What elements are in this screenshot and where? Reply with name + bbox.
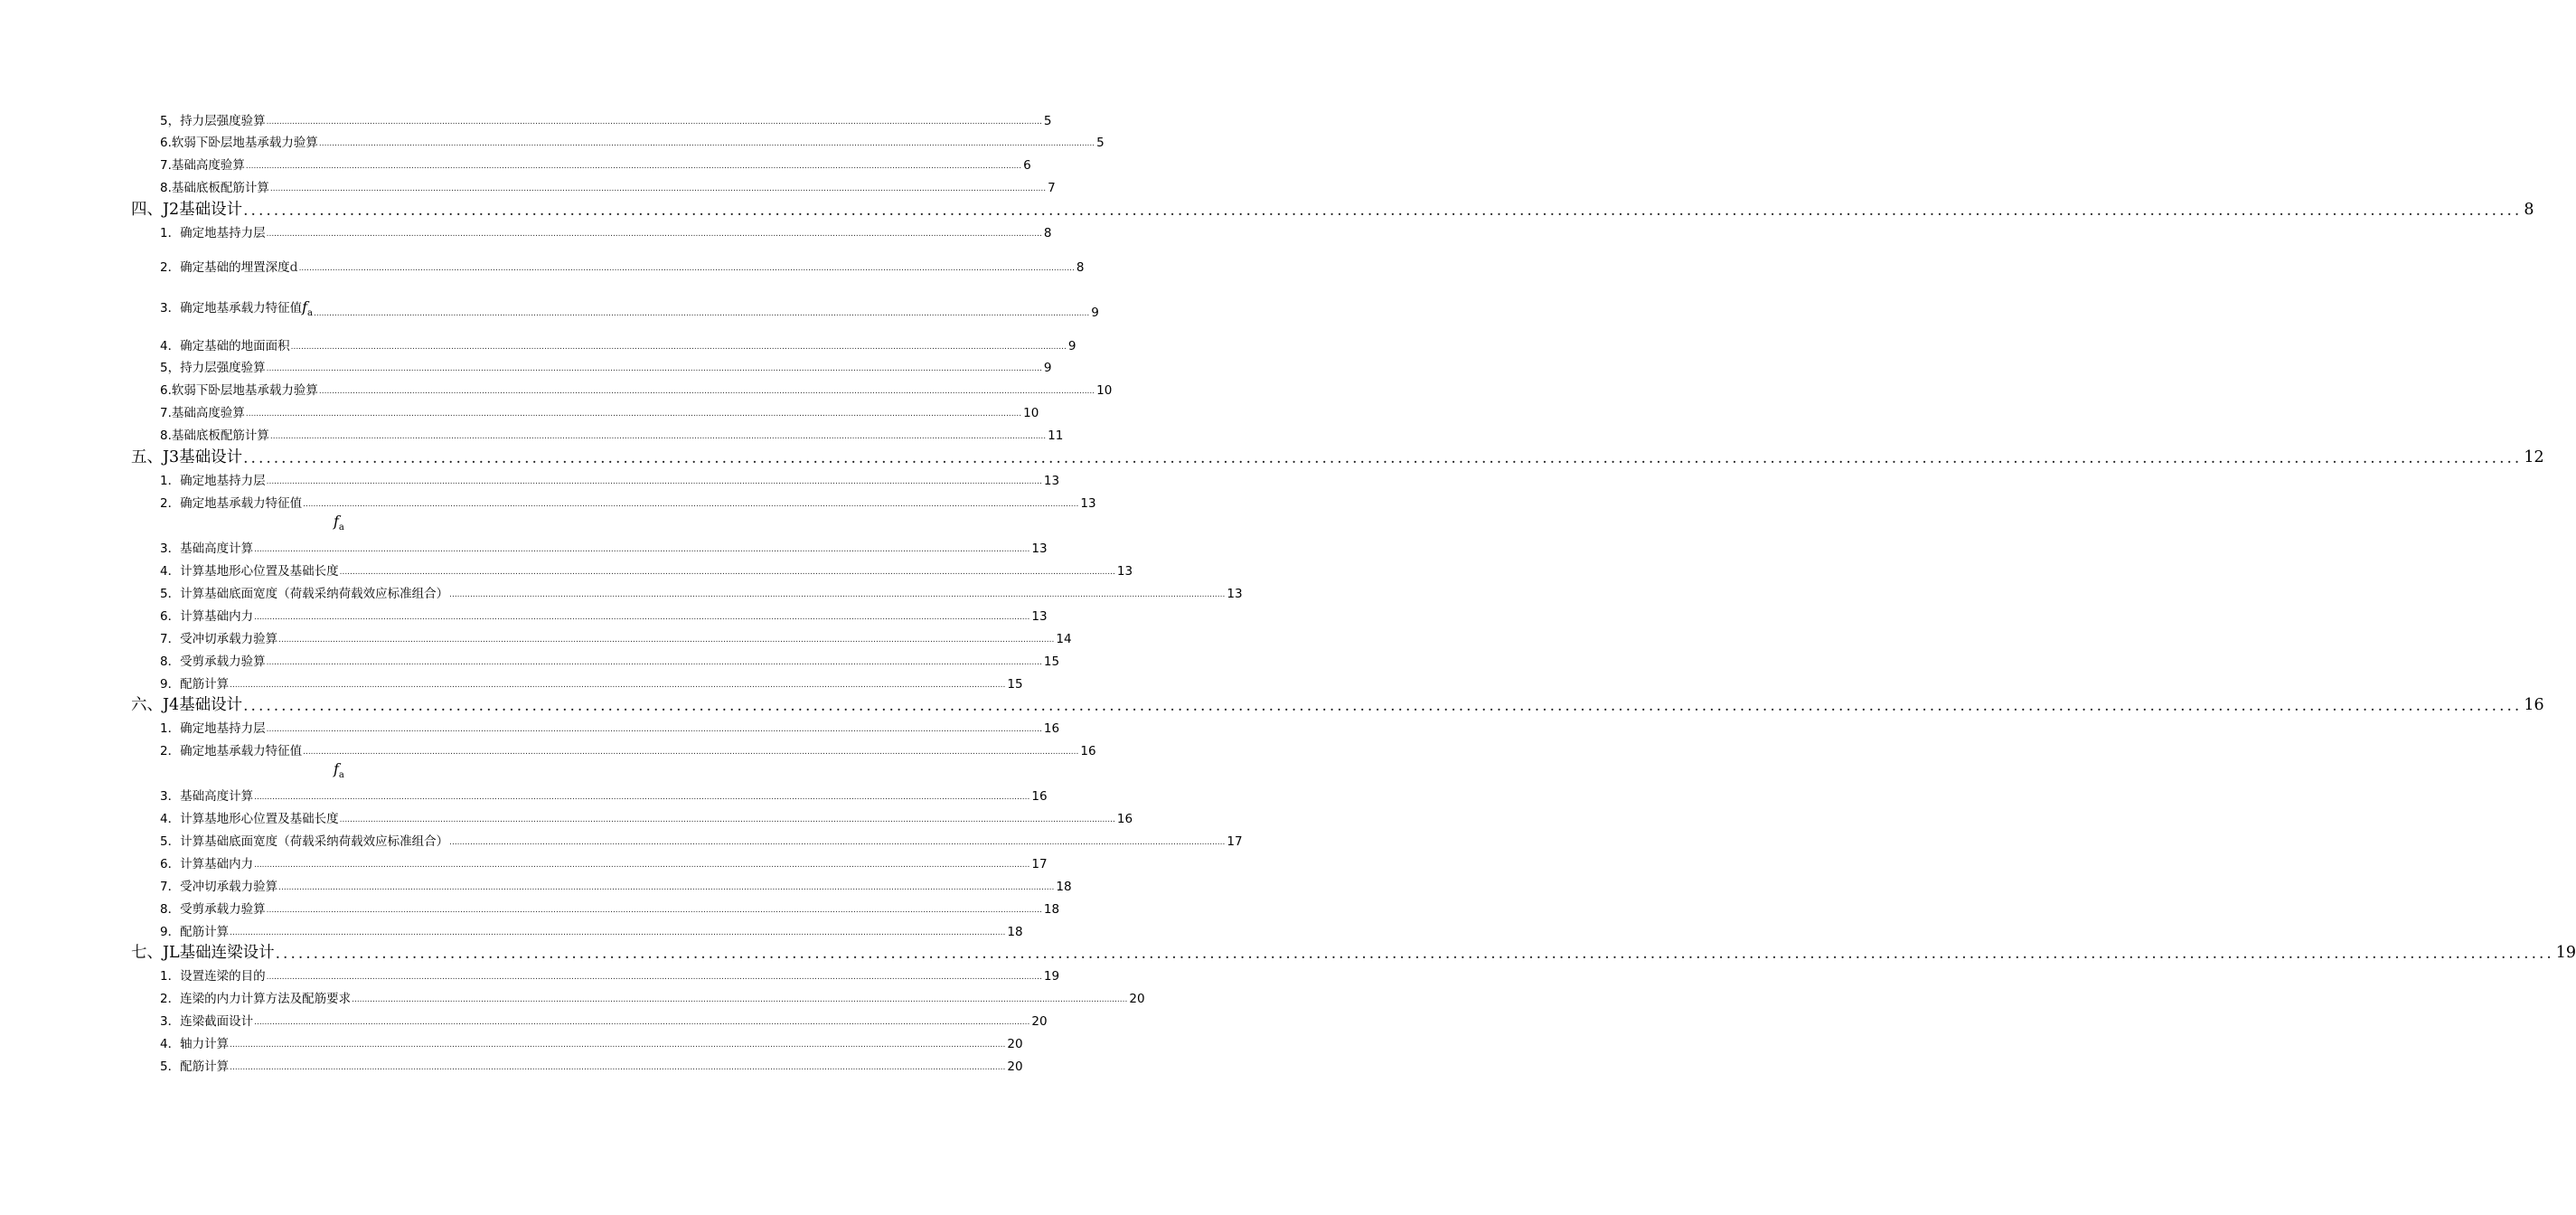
toc-page-number: 16 (1031, 789, 1048, 804)
toc-page-number: 19 (2555, 944, 2576, 962)
toc-leader-dots: ............................................................................................................................................................................................................................................................................................................ (318, 139, 1095, 148)
toc-entry-label (160, 880, 277, 895)
toc-entry-title: 3．连梁截面设计 (160, 1014, 254, 1029)
toc-entry-label (160, 992, 351, 1007)
toc-leader-dots: ............................................................................................................................................................................................................................................................................................................ (243, 697, 2523, 715)
toc-section-entry[interactable] (131, 200, 2534, 220)
toc-entry-label (160, 136, 318, 151)
toc-page-number: 18 (1056, 880, 1072, 894)
toc-entry[interactable] (160, 834, 1243, 850)
toc-entry-title: 6．计算基础内力 (160, 609, 254, 624)
toc-entry-title: 7.基础高度验算 (160, 158, 245, 173)
toc-leader-dots: ............................................................................................................................................................................................................................................................................................................ (266, 477, 1042, 486)
toc-entry[interactable] (160, 382, 1113, 399)
toc-leader-dots: ............................................................................................................................................................................................................................................................................................................ (266, 118, 1042, 127)
toc-leader-dots: ............................................................................................................................................................................................................................................................................................................ (266, 658, 1042, 667)
toc-entry-title: 5，持力层强度验算 (160, 361, 266, 375)
toc-page-number: 5 (1043, 114, 1052, 128)
toc-leader-dots: ............................................................................................................................................................................................................................................................................................................ (269, 184, 1047, 193)
toc-page-number: 15 (1043, 655, 1060, 669)
toc-entry-title: 七、JL基础连梁设计 (131, 944, 275, 962)
toc-leader-dots: ............................................................................................................................................................................................................................................................................................................ (230, 1041, 1006, 1050)
toc-page-number: 13 (1116, 564, 1133, 579)
symbol-fa: $f_a$ (334, 760, 344, 781)
toc-entry-title: 六、J4基础设计 (131, 696, 243, 714)
toc-leader-dots: ............................................................................................................................................................................................................................................................................................................ (298, 264, 1075, 273)
toc-entry-title: 1．设置连梁的目的 (160, 969, 266, 984)
toc-page-number: 10 (1096, 383, 1113, 398)
toc-entry-label (160, 721, 266, 737)
toc-leader-dots: ............................................................................................................................................................................................................................................................................................................ (230, 681, 1006, 690)
toc-entry-label (160, 496, 302, 512)
toc-entry-label (160, 1037, 229, 1052)
toc-page-number: 12 (2524, 448, 2544, 466)
toc-entry-title: 9．配筋计算 (160, 677, 230, 692)
toc-entry[interactable] (160, 991, 1145, 1007)
toc-page-number: 6 (1023, 158, 1031, 173)
symbol-fa: $f_a$ (334, 513, 344, 533)
toc-entry-title: 7．受冲切承载力验算 (160, 632, 278, 646)
toc-entry-label (160, 114, 266, 129)
toc-entry[interactable] (160, 586, 1243, 602)
toc-entry-label (160, 542, 253, 557)
toc-entry-label (160, 789, 253, 805)
toc-entry-title: 2．确定基础的埋置深度 (160, 260, 290, 275)
toc-entry[interactable] (160, 811, 1133, 827)
toc-entry-label (131, 695, 242, 715)
toc-leader-dots: ............................................................................................................................................................................................................................................................................................................ (303, 500, 1079, 509)
toc-page-number: 9 (1067, 339, 1076, 353)
toc-entry[interactable] (160, 157, 1031, 174)
toc-page-number: 8 (1076, 260, 1085, 275)
toc-entry-title: 8.基础底板配筋计算 (160, 181, 269, 195)
toc-section-entry[interactable] (131, 447, 2544, 467)
toc-page-number: 16 (1116, 812, 1133, 826)
toc-entry-label (131, 200, 242, 220)
toc-leader-dots: ............................................................................................................................................................................................................................................................................................................ (254, 545, 1030, 554)
toc-entry[interactable] (160, 721, 1060, 737)
toc-entry-title: 6.软弱下卧层地基承载力验算 (160, 383, 318, 398)
symbol-d: d (289, 260, 298, 275)
toc-leader-dots: ............................................................................................................................................................................................................................................................................................................ (278, 883, 1055, 892)
toc-section-entry[interactable] (131, 695, 2544, 715)
toc-entry-title: 4．计算基地形心位置及基础长度 (160, 564, 339, 579)
toc-entry-title: 5．计算基础底面宽度（荷载采纳荷载效应标准组合） (160, 834, 449, 849)
toc-entry[interactable] (160, 924, 1023, 940)
toc-entry[interactable] (160, 743, 1096, 759)
toc-entry-title: 8.基础底板配筋计算 (160, 429, 269, 443)
toc-page-number: 13 (1080, 496, 1096, 511)
toc-entry-label (160, 260, 298, 276)
toc-page-number: 19 (1043, 969, 1060, 984)
toc-page-number: 11 (1048, 429, 1064, 443)
toc-entry-label (160, 429, 269, 444)
toc-entry-label (160, 969, 266, 984)
toc-page-number: 9 (1043, 361, 1052, 375)
toc-entry[interactable] (160, 608, 1048, 625)
toc-entry[interactable] (160, 297, 1099, 321)
toc-page-number: 17 (1227, 834, 1243, 849)
toc-section-entry[interactable] (131, 943, 2576, 963)
toc-page-number: 20 (1129, 992, 1145, 1006)
toc-entry-label (160, 677, 229, 692)
toc-entry[interactable] (160, 856, 1048, 872)
toc-entry-label (160, 857, 253, 872)
toc-entry[interactable] (160, 495, 1096, 512)
toc-entry-title: 4．确定基础的地面面积 (160, 339, 290, 353)
toc-entry-title: 2．确定地基承载力特征值 (160, 496, 303, 511)
toc-entry-label (160, 925, 229, 940)
toc-entry-label (160, 299, 313, 321)
toc-entry-title: 四、J2基础设计 (131, 201, 243, 219)
toc-leader-dots: ............................................................................................................................................................................................................................................................................................................ (290, 343, 1067, 352)
toc-entry-label (160, 1014, 253, 1030)
toc-entry[interactable] (160, 405, 1039, 421)
toc-page-number: 16 (2524, 696, 2544, 714)
toc-leader-dots: ............................................................................................................................................................................................................................................................................................................ (339, 815, 1115, 824)
toc-leader-dots: ............................................................................................................................................................................................................................................................................................................ (243, 202, 2523, 220)
toc-entry-label (160, 181, 269, 196)
toc-entry-title: 五、J3基础设计 (131, 448, 243, 466)
toc-entry[interactable] (160, 541, 1048, 557)
toc-leader-dots: ............................................................................................................................................................................................................................................................................................................ (254, 861, 1030, 870)
toc-entry-title: 3．基础高度计算 (160, 542, 254, 556)
toc-page-number: 16 (1043, 721, 1060, 736)
toc-entry[interactable] (160, 180, 1056, 196)
toc-entry-label (160, 158, 245, 174)
toc-entry[interactable] (160, 676, 1023, 692)
toc-entry-title: 5．配筋计算 (160, 1060, 230, 1074)
toc-entry-label (131, 943, 275, 963)
toc-leader-dots: ............................................................................................................................................................................................................................................................................................................ (275, 945, 2554, 963)
toc-entry-label (160, 564, 339, 579)
toc-leader-dots: ............................................................................................................................................................................................................................................................................................................ (352, 995, 1128, 1004)
toc-page-number: 14 (1056, 632, 1072, 646)
toc-leader-dots: ............................................................................................................................................................................................................................................................................................................ (269, 432, 1047, 441)
toc-page-number: 13 (1043, 474, 1060, 488)
toc-leader-dots: ............................................................................................................................................................................................................................................................................................................ (303, 748, 1079, 757)
toc-leader-dots: ............................................................................................................................................................................................................................................................................................................ (243, 449, 2523, 467)
toc-page-number: 13 (1227, 587, 1243, 601)
toc-entry-label (160, 655, 266, 670)
toc-page-number: 15 (1007, 677, 1023, 692)
toc-entry[interactable] (160, 654, 1060, 670)
toc-leader-dots: ............................................................................................................................................................................................................................................................................................................ (266, 973, 1042, 982)
toc-entry-title: 3．基础高度计算 (160, 789, 254, 804)
toc-page-number: 10 (1023, 406, 1039, 420)
toc-page-number: 20 (1031, 1014, 1048, 1029)
toc-page-number: 20 (1007, 1060, 1023, 1074)
toc-entry-title: 6．计算基础内力 (160, 857, 254, 871)
toc-entry[interactable] (160, 901, 1060, 918)
toc-entry-label (160, 902, 266, 918)
toc-entry-label (160, 339, 290, 354)
toc-entry-label (160, 834, 448, 850)
toc-leader-dots: ............................................................................................................................................................................................................................................................................................................ (266, 230, 1042, 239)
toc-leader-dots: ............................................................................................................................................................................................................................................................................................................ (449, 838, 1226, 847)
toc-page-number: 8 (1043, 226, 1052, 240)
toc-page-number: 7 (1048, 181, 1056, 195)
toc-entry-title: 3．确定地基承载力特征值 (160, 300, 303, 316)
toc-entry-title: 2．确定地基承载力特征值 (160, 744, 303, 758)
toc-entry-label (160, 632, 277, 647)
toc-entry[interactable] (160, 360, 1052, 376)
toc-entry-title: 7.基础高度验算 (160, 406, 245, 420)
toc-entry-label (131, 447, 242, 467)
toc-leader-dots: ............................................................................................................................................................................................................................................................................................................ (278, 636, 1055, 645)
toc-entry[interactable] (160, 1013, 1048, 1030)
toc-page-number: 8 (2524, 201, 2534, 219)
toc-leader-dots: ............................................................................................................................................................................................................................................................................................................ (266, 725, 1042, 734)
toc-entry[interactable] (160, 788, 1048, 805)
toc-page-number: 16 (1080, 744, 1096, 758)
toc-entry-label (160, 406, 245, 421)
toc-entry[interactable] (160, 1059, 1023, 1075)
toc-page-number: 13 (1031, 609, 1048, 624)
toc-page-number: 17 (1031, 857, 1048, 871)
toc-entry-title: 1．确定地基持力层 (160, 226, 266, 240)
toc-entry-label (160, 1060, 229, 1075)
toc-entry-title: 9．配筋计算 (160, 925, 230, 939)
toc-entry-label (160, 383, 318, 399)
toc-entry[interactable] (160, 259, 1085, 276)
toc-entry-title: 6.软弱下卧层地基承载力验算 (160, 136, 318, 150)
toc-page-number: 18 (1043, 902, 1060, 917)
toc-entry[interactable] (160, 428, 1064, 444)
toc-leader-dots: ............................................................................................................................................................................................................................................................................................................ (245, 410, 1022, 419)
toc-leader-dots: ............................................................................................................................................................................................................................................................................................................ (449, 590, 1226, 599)
toc-entry[interactable] (160, 113, 1052, 129)
toc-entry-label (160, 226, 266, 241)
toc-entry-title: 4．轴力计算 (160, 1037, 230, 1051)
toc-leader-dots: ............................................................................................................................................................................................................................................................................................................ (266, 364, 1042, 373)
toc-leader-dots: ............................................................................................................................................................................................................................................................................................................ (339, 568, 1115, 577)
toc-leader-dots: ............................................................................................................................................................................................................................................................................................................ (313, 309, 1090, 318)
toc-leader-dots: ............................................................................................................................................................................................................................................................................................................ (230, 1063, 1006, 1072)
toc-entry[interactable] (160, 338, 1076, 354)
toc-entry-label (160, 361, 266, 376)
toc-page-number: 18 (1007, 925, 1023, 939)
toc-entry-title: 7．受冲切承载力验算 (160, 880, 278, 894)
toc-entry[interactable] (160, 135, 1105, 151)
toc-page-number: 13 (1031, 542, 1048, 556)
toc-entry[interactable] (160, 968, 1060, 984)
toc-entry-label (160, 474, 266, 489)
toc-leader-dots: ............................................................................................................................................................................................................................................................................................................ (254, 1018, 1030, 1027)
toc-entry-label (160, 609, 253, 625)
toc-entry-title: 1．确定地基持力层 (160, 474, 266, 488)
toc-entry-title: 4．计算基地形心位置及基础长度 (160, 812, 339, 826)
toc-leader-dots: ............................................................................................................................................................................................................................................................................................................ (245, 162, 1022, 171)
toc-entry[interactable] (160, 631, 1072, 647)
toc-entry-label (160, 744, 302, 759)
symbol-fa: $f_a$ (302, 297, 313, 318)
toc-entry-label (160, 587, 448, 602)
toc-entry[interactable] (160, 879, 1072, 895)
toc-page-number: 5 (1096, 136, 1105, 150)
toc-entry[interactable] (160, 225, 1052, 241)
toc-leader-dots: ............................................................................................................................................................................................................................................................................................................ (318, 387, 1095, 396)
toc-entry-title: 2．连梁的内力计算方法及配筋要求 (160, 992, 352, 1006)
toc-entry-title: 5．计算基础底面宽度（荷载采纳荷载效应标准组合） (160, 587, 449, 601)
toc-entry[interactable] (160, 1036, 1023, 1052)
toc-page-number: 20 (1007, 1037, 1023, 1051)
toc-leader-dots: ............................................................................................................................................................................................................................................................................................................ (254, 793, 1030, 802)
toc-entry-title: 8．受剪承载力验算 (160, 902, 266, 917)
toc-leader-dots: ............................................................................................................................................................................................................................................................................................................ (254, 613, 1030, 622)
toc-leader-dots: ............................................................................................................................................................................................................................................................................................................ (266, 906, 1042, 915)
toc-entry[interactable] (160, 563, 1133, 579)
toc-page-number: 9 (1091, 306, 1099, 320)
toc-entry-title: 5，持力层强度验算 (160, 114, 266, 128)
toc-entry-title: 8．受剪承载力验算 (160, 655, 266, 669)
toc-leader-dots: ............................................................................................................................................................................................................................................................................................................ (230, 928, 1006, 937)
toc-entry-label (160, 812, 339, 827)
toc-entry-title: 1．确定地基持力层 (160, 721, 266, 736)
toc-entry[interactable] (160, 473, 1060, 489)
